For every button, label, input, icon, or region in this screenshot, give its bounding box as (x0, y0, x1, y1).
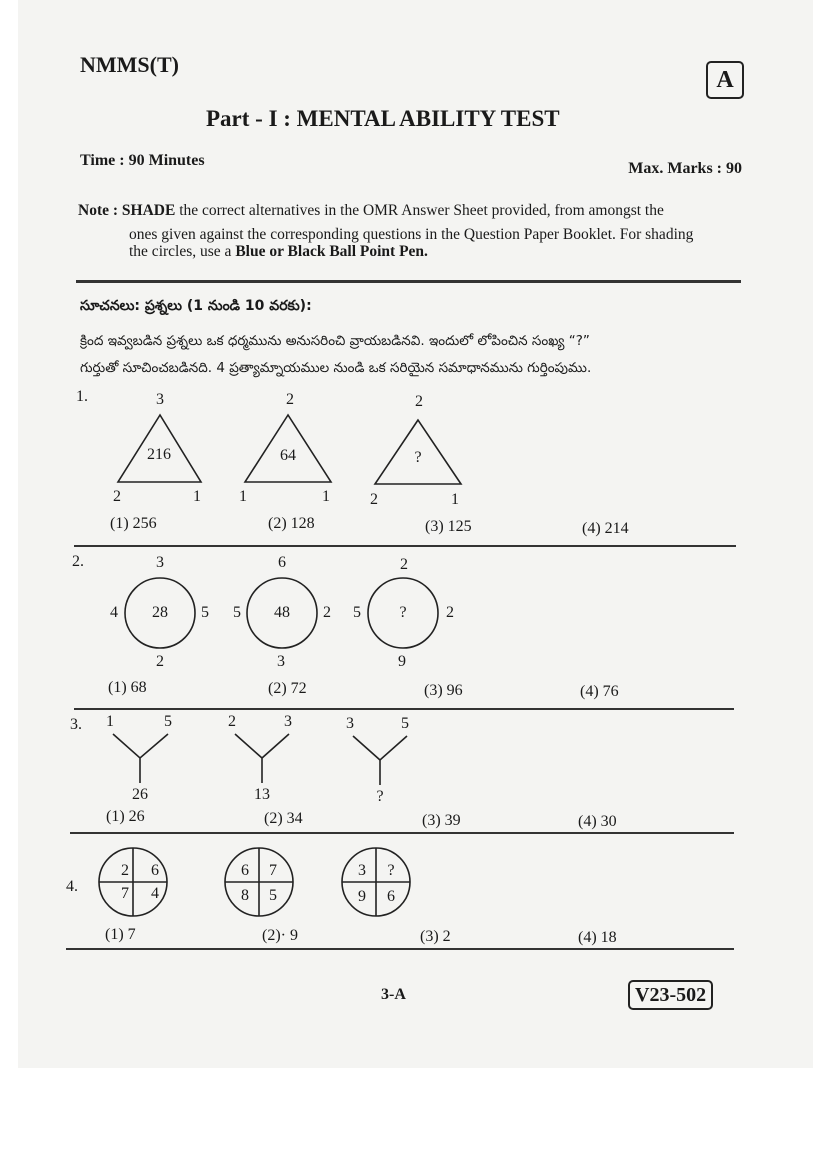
option-2: (2) 128 (268, 515, 315, 532)
figure-value: 7 (121, 885, 129, 902)
page-number: 3-A (381, 986, 406, 1003)
question-number: 2. (72, 553, 84, 570)
figure-value: 3 (284, 713, 292, 730)
figure-value: 1 (322, 488, 330, 505)
figure-value: 1 (106, 713, 114, 730)
figure-value: 9 (358, 888, 366, 905)
question-number: 3. (70, 716, 82, 733)
option-3: (3) 2 (420, 928, 451, 945)
figure-value: 8 (241, 887, 249, 904)
y-shape-3 (353, 736, 407, 785)
option-4: (4) 18 (578, 929, 617, 946)
option-3: (3) 39 (422, 812, 461, 829)
figure-value: 3 (358, 862, 366, 879)
option-2: (2) 72 (268, 680, 307, 697)
note-label: Note : (78, 202, 119, 219)
figure-value: 2 (446, 604, 454, 621)
option-2: (2) 34 (264, 810, 303, 827)
exam-code: NMMS(T) (80, 52, 179, 77)
figure-value: 2 (228, 713, 236, 730)
figure-value: 5 (269, 887, 277, 904)
figure-value: 2 (121, 862, 129, 879)
figure-value: 2 (156, 653, 164, 670)
figure-value: 6 (241, 862, 249, 879)
note-line-2: ones given against the corresponding questions in the Question Paper Booklet. For shading (129, 226, 694, 243)
figure-value: 4 (151, 885, 159, 902)
option-4: (4) 30 (578, 813, 617, 830)
figure-value: 3 (346, 715, 354, 732)
option-3: (3) 96 (424, 682, 463, 699)
figure-value: ? (414, 449, 422, 466)
quad-circle-3 (342, 848, 410, 916)
figure-value: ? (399, 604, 407, 621)
time-label: Time : 90 Minutes (80, 152, 205, 169)
note-shade: SHADE (121, 202, 176, 219)
figure-value: 5 (233, 604, 241, 621)
figure-value: 13 (254, 786, 270, 803)
figure-value: 3 (156, 391, 164, 408)
figure-value: 1 (193, 488, 201, 505)
question-number: 4. (66, 878, 78, 895)
option-4: (4) 76 (580, 683, 619, 700)
figure-value: 2 (400, 556, 408, 573)
booklet-code: V23-502 (628, 980, 713, 1010)
option-1: (1) 7 (105, 926, 136, 943)
note-text-1: the correct alternatives in the OMR Answer Sheet provided, from amongst the (175, 202, 664, 219)
figure-value: 2 (370, 491, 378, 508)
figure-value: 3 (277, 653, 285, 670)
set-badge: A (706, 61, 744, 99)
option-2: (2)· 9 (262, 927, 298, 944)
figure-value: 64 (280, 447, 296, 464)
figure-value: ? (387, 862, 395, 879)
figure-value: 5 (401, 715, 409, 732)
quad-circle-1 (99, 848, 167, 916)
option-1: (1) 256 (110, 515, 157, 532)
figure-value: 5 (353, 604, 361, 621)
option-1: (1) 68 (108, 679, 147, 696)
max-marks: Max. Marks : 90 (628, 160, 742, 177)
figure-value: 5 (201, 604, 209, 621)
figure-value: 1 (451, 491, 459, 508)
figure-value: 216 (147, 446, 171, 463)
quad-circle-2 (225, 848, 293, 916)
question-divider (74, 545, 736, 547)
figure-value: 2 (323, 604, 331, 621)
figure-value: 7 (269, 862, 277, 879)
question-divider (74, 708, 734, 710)
figure-value: 2 (415, 393, 423, 410)
figure-value: ? (376, 788, 384, 805)
instructions-line-1: క్రింద ఇవ్వబడిన ప్రశ్నలు ఒక ధర్మమును అనుసరించి వ్రాయబడినవి. ఇందులో లోపించిన సంఖ్య “?” (80, 333, 590, 349)
figure-value: 3 (156, 554, 164, 571)
figure-value: 2 (286, 391, 294, 408)
option-1: (1) 26 (106, 808, 145, 825)
question-divider (70, 832, 734, 834)
figure-value: 1 (239, 488, 247, 505)
figure-value: 2 (113, 488, 121, 505)
figure-value: 5 (164, 713, 172, 730)
instructions-line-2: గుర్తుతో సూచించబడినది. 4 ప్రత్యామ్నాయముల నుండి ఒక సరియైన సమాధానమును గుర్తింపుము. (80, 360, 592, 376)
figure-value: 6 (278, 554, 286, 571)
figure-value: 26 (132, 786, 148, 803)
instructions-heading: సూచనలు: ప్రశ్నలు (1 నుండి 10 వరకు): (80, 298, 312, 314)
option-4: (4) 214 (582, 520, 629, 537)
y-shape-1 (113, 734, 168, 783)
option-3: (3) 125 (425, 518, 472, 535)
figure-value: 4 (110, 604, 118, 621)
question-divider (66, 948, 734, 950)
note-pen: Blue or Black Ball Point Pen. (235, 243, 428, 260)
figure-value: 28 (152, 604, 168, 621)
question-number: 1. (76, 388, 88, 405)
figure-value: 9 (398, 653, 406, 670)
figure-value: 6 (151, 862, 159, 879)
figure-value: 48 (274, 604, 290, 621)
figure-value: 6 (387, 888, 395, 905)
y-shape-2 (235, 734, 289, 783)
note-text-3: the circles, use a (129, 243, 236, 260)
page-title: Part - I : MENTAL ABILITY TEST (206, 106, 560, 131)
